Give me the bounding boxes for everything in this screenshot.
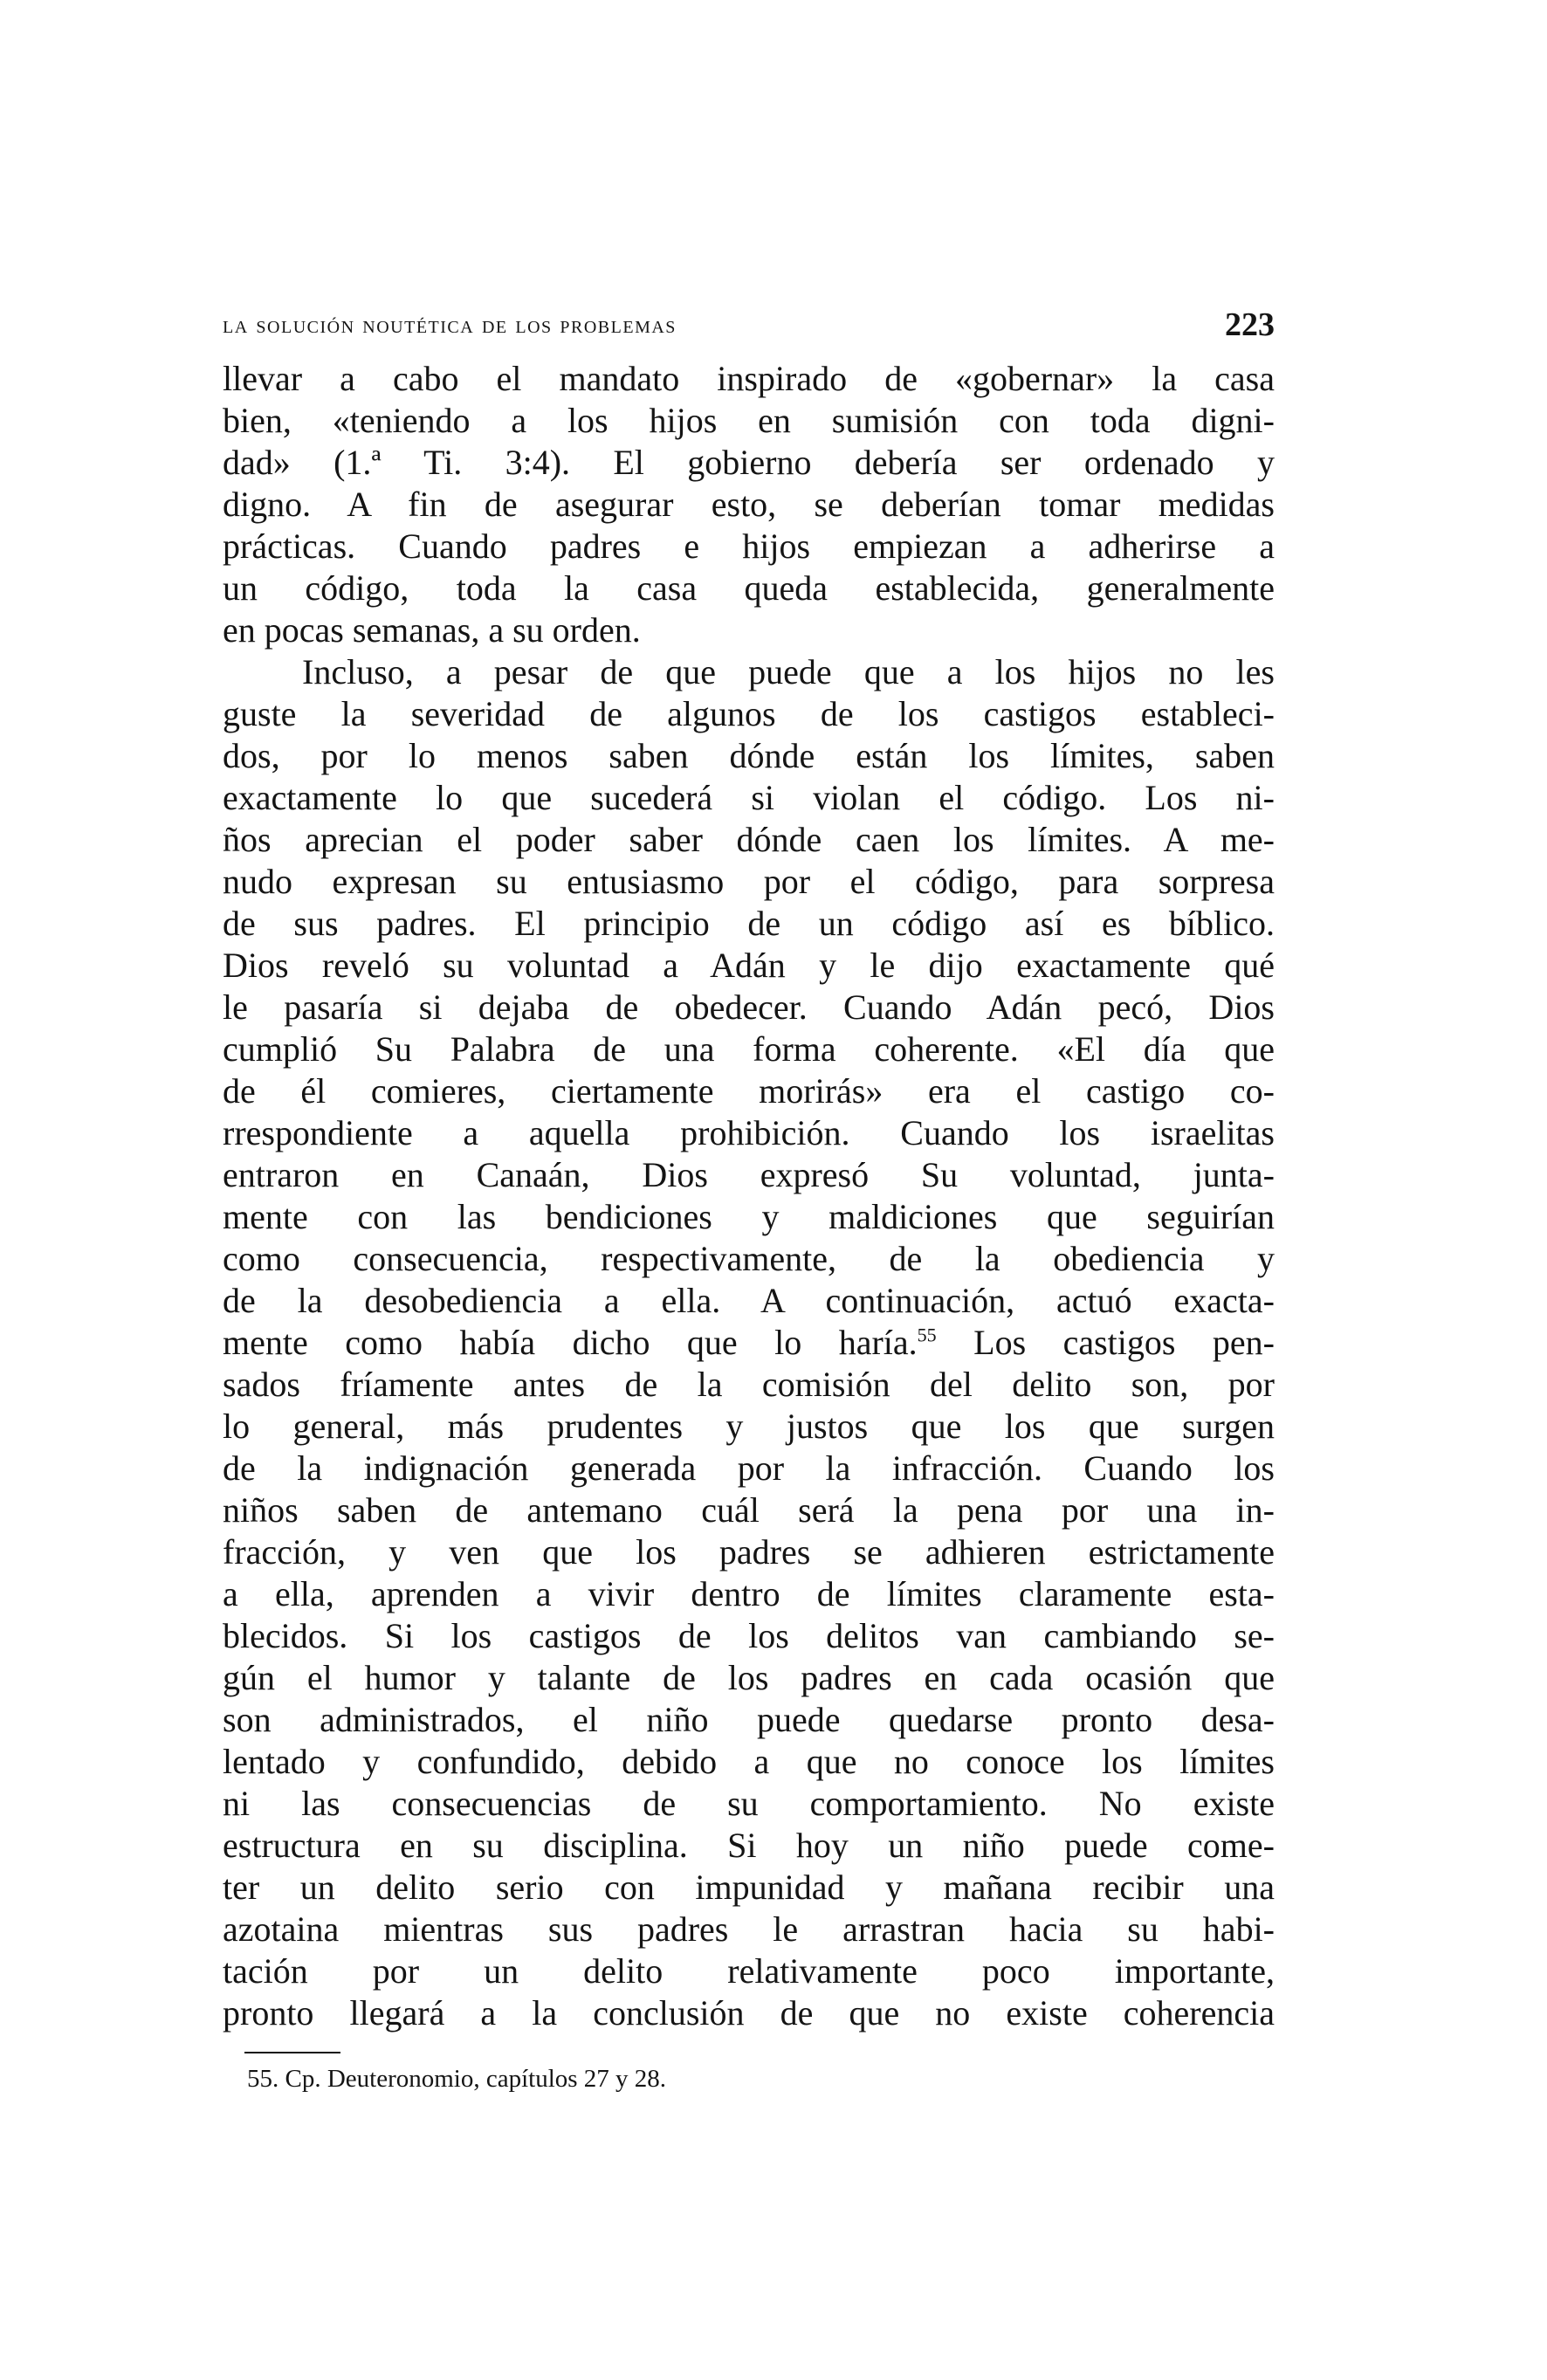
text-line: estructura en su disciplina. Si hoy un niño puede come- [223, 1826, 1275, 1865]
page-number: 223 [1225, 306, 1275, 343]
text-segment: mente como había dicho que lo haría. [223, 1323, 918, 1362]
footnote-text: 55. Cp. Deuteronomio, capítulos 27 y 28. [247, 2065, 667, 2093]
text-line: azotaina mientras sus padres le arrastran hacia su habi- [223, 1909, 1275, 1949]
text-line: guste la severidad de algunos de los castigos estableci- [223, 694, 1275, 733]
text-line: en pocas semanas, a su orden. [223, 610, 641, 650]
text-line: Incluso, a pesar de que puede que a los hijos no les [302, 652, 1275, 691]
text-line: sados fríamente antes de la comisión del delito son, por [223, 1365, 1275, 1404]
text-line: cumplió Su Palabra de una forma coherente. «El día que [223, 1029, 1275, 1069]
text-line: ños aprecian el poder saber dónde caen los límites. A me- [223, 820, 1275, 859]
text-line: Dios reveló su voluntad a Adán y le dijo exactamente qué [223, 946, 1275, 985]
text-line: mente con las bendiciones y maldiciones que seguirían [223, 1197, 1275, 1236]
text-line: a ella, aprenden a vivir dentro de límites claramente esta- [223, 1574, 1275, 1613]
text-line: nudo expresan su entusiasmo por el código, para sorpresa [223, 862, 1275, 901]
text-line: blecidos. Si los castigos de los delitos van cambiando se- [223, 1616, 1275, 1655]
text-line: niños saben de antemano cuál será la pena por una in- [223, 1490, 1275, 1530]
text-line: ter un delito serio con impunidad y mañana recibir una [223, 1868, 1275, 1907]
text-segment: Los castigos pen- [936, 1323, 1275, 1362]
text-line: como consecuencia, respectivamente, de la obediencia y [223, 1239, 1275, 1278]
footnote-rule [244, 2052, 340, 2053]
running-title: la solución noutética de los problemas [223, 311, 677, 339]
text-line: lo general, más prudentes y justos que los que surgen [223, 1407, 1275, 1446]
text-line: de la indignación generada por la infracción. Cuando los [223, 1448, 1275, 1488]
text-line: ni las consecuencias de su comportamiento. No existe [223, 1784, 1275, 1823]
text-line: rrespondiente a aquella prohibición. Cuando los israelitas [223, 1113, 1275, 1152]
text-line: prácticas. Cuando padres e hijos empiezan a adherirse a [223, 526, 1275, 566]
text-line: fracción, y ven que los padres se adhieren estrictamente [223, 1532, 1275, 1572]
text-line: de sus padres. El principio de un código así es bíblico. [223, 904, 1275, 943]
text-line: entraron en Canaán, Dios expresó Su voluntad, junta- [223, 1155, 1275, 1194]
text-line: digno. A fin de asegurar esto, se deberían tomar medidas [223, 485, 1275, 524]
text-line: pronto llegará a la conclusión de que no existe coherencia [223, 1993, 1275, 2033]
text-line: son administrados, el niño puede quedarse pronto desa- [223, 1700, 1275, 1739]
text-line: exactamente lo que sucederá si violan el código. Los ni- [223, 778, 1275, 817]
text-line: llevar a cabo el mandato inspirado de «gobernar» la casa [223, 359, 1275, 398]
text-line: lentado y confundido, debido a que no conoce los límites [223, 1742, 1275, 1781]
text-line: dos, por lo menos saben dónde están los límites, saben [223, 736, 1275, 775]
text-line: bien, «teniendo a los hijos en sumisión con toda digni- [223, 401, 1275, 440]
footnote-reference: 55 [917, 1324, 937, 1346]
text-line-with-footnote-ref [223, 1322, 1275, 1364]
text-line: le pasaría si dejaba de obedecer. Cuando Adán pecó, Dios [223, 987, 1275, 1027]
text-line: tación por un delito relativamente poco importante, [223, 1951, 1275, 1991]
text-line: gún el humor y talante de los padres en cada ocasión que [223, 1658, 1275, 1697]
text-line: de él comieres, ciertamente morirás» era el castigo co- [223, 1071, 1275, 1111]
text-line: de la desobediencia a ella. A continuación, actuó exacta- [223, 1281, 1275, 1320]
running-header [223, 306, 1275, 349]
text-line: un código, toda la casa queda establecida, generalmente [223, 568, 1275, 608]
text-line: dad» (1.ª Ti. 3:4). El gobierno debería ser ordenado y [223, 443, 1275, 482]
